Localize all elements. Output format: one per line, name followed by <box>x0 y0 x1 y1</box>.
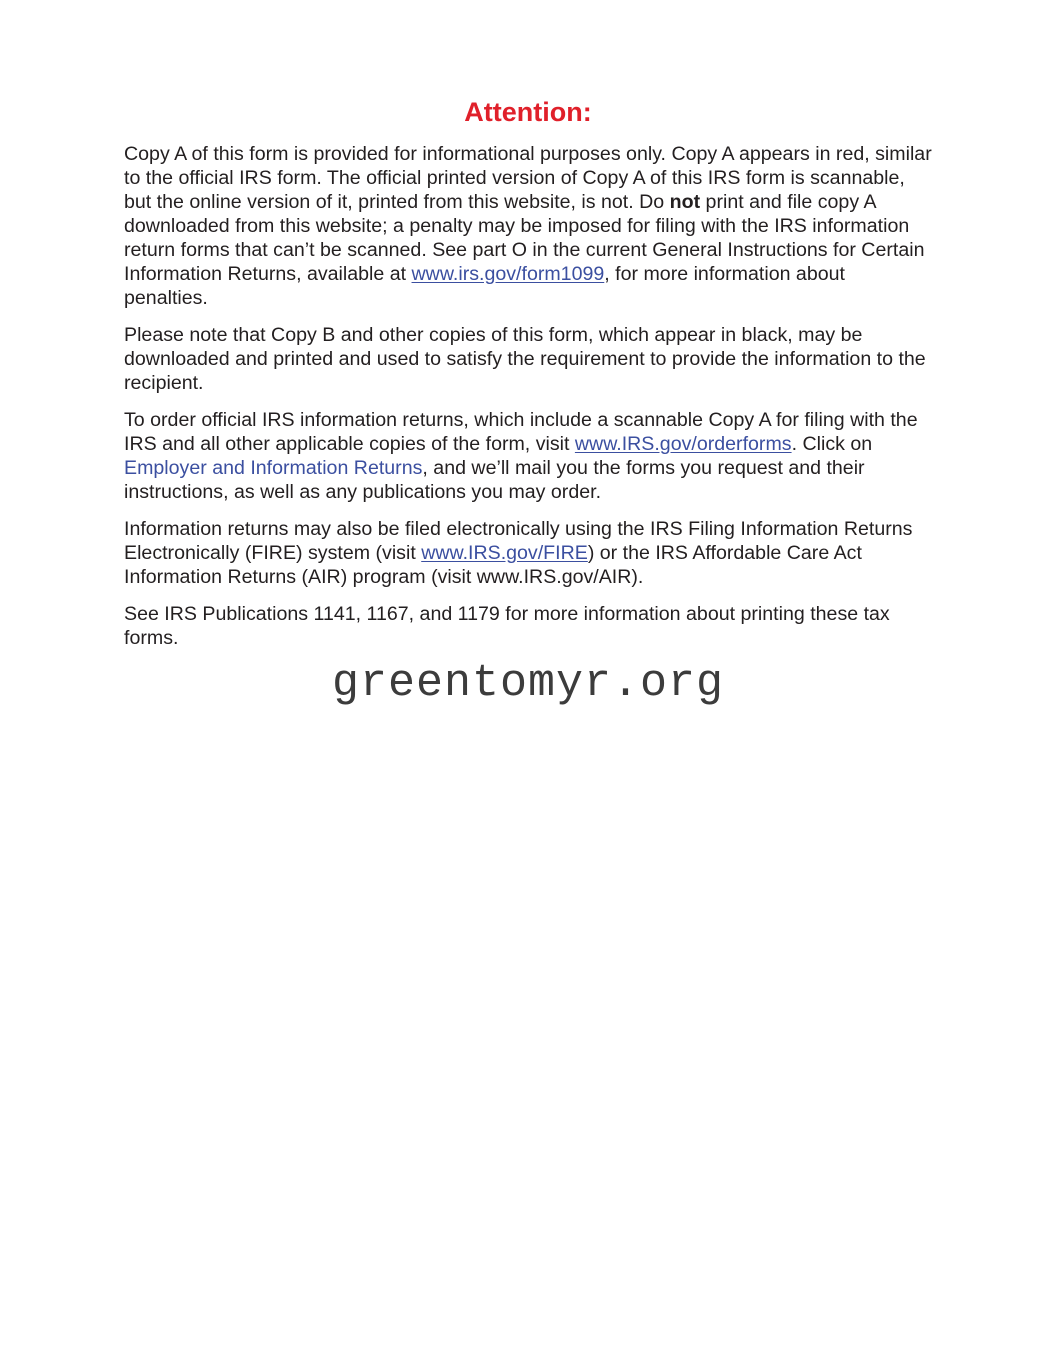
paragraph-order-forms <box>124 408 932 504</box>
paragraph-publications: See IRS Publications 1141, 1167, and 1179 for more information about printing these tax forms. <box>124 603 890 649</box>
paragraph-text: To order official IRS information returns, which include a scannable Copy A for filing with the IRS and all other applicable copies of the form, visit <box>124 409 918 455</box>
paragraph-copy-b: Please note that Copy B and other copies of this form, which appear in black, may be downloaded and printed and used to satisfy the requirement to provide the information to the recipient. <box>124 324 926 394</box>
fire-link[interactable]: www.IRS.gov/FIRE <box>421 542 588 564</box>
orderforms-link[interactable]: www.IRS.gov/orderforms <box>574 433 792 455</box>
paragraph-text: print and file copy A downloaded from this website; a penalty may be imposed for filing with the IRS information return forms that can’t be scanned. See part O in the current General Instructions for Certain Information Returns, available at <box>124 191 925 285</box>
notice-document <box>124 96 932 663</box>
watermark-text: greentomyr.org <box>331 658 725 709</box>
paragraph-text: . Click on <box>791 433 873 455</box>
paragraph-electronic-filing <box>124 517 932 589</box>
paragraph-text: ) or the IRS Affordable Care Act Information Returns (AIR) program (visit www.IRS.gov/AIR). <box>124 542 862 588</box>
paragraph-text: Information returns may also be filed electronically using the IRS Filing Information Returns Electronically (FIRE) system (visit <box>124 518 913 564</box>
paragraph-text: Copy A of this form is provided for informational purposes only. Copy A appears in red, similar to the official IRS form. The official printed version of Copy A of this IRS form is scannable, but the online version of it, printed from this website, is not. Do <box>124 143 932 213</box>
attention-heading: Attention: <box>464 97 592 127</box>
emphasis-not: not <box>669 191 701 213</box>
form1099-link[interactable]: www.irs.gov/form1099 <box>411 263 605 285</box>
paragraph-copy-a <box>124 142 932 310</box>
paragraph-text: , for more information about penalties. <box>124 263 845 309</box>
employer-info-returns-link[interactable]: Employer and Information Returns <box>124 457 423 479</box>
paragraph-text: , and we’ll mail you the forms you request and their instructions, as well as any publications you may order. <box>124 457 865 503</box>
